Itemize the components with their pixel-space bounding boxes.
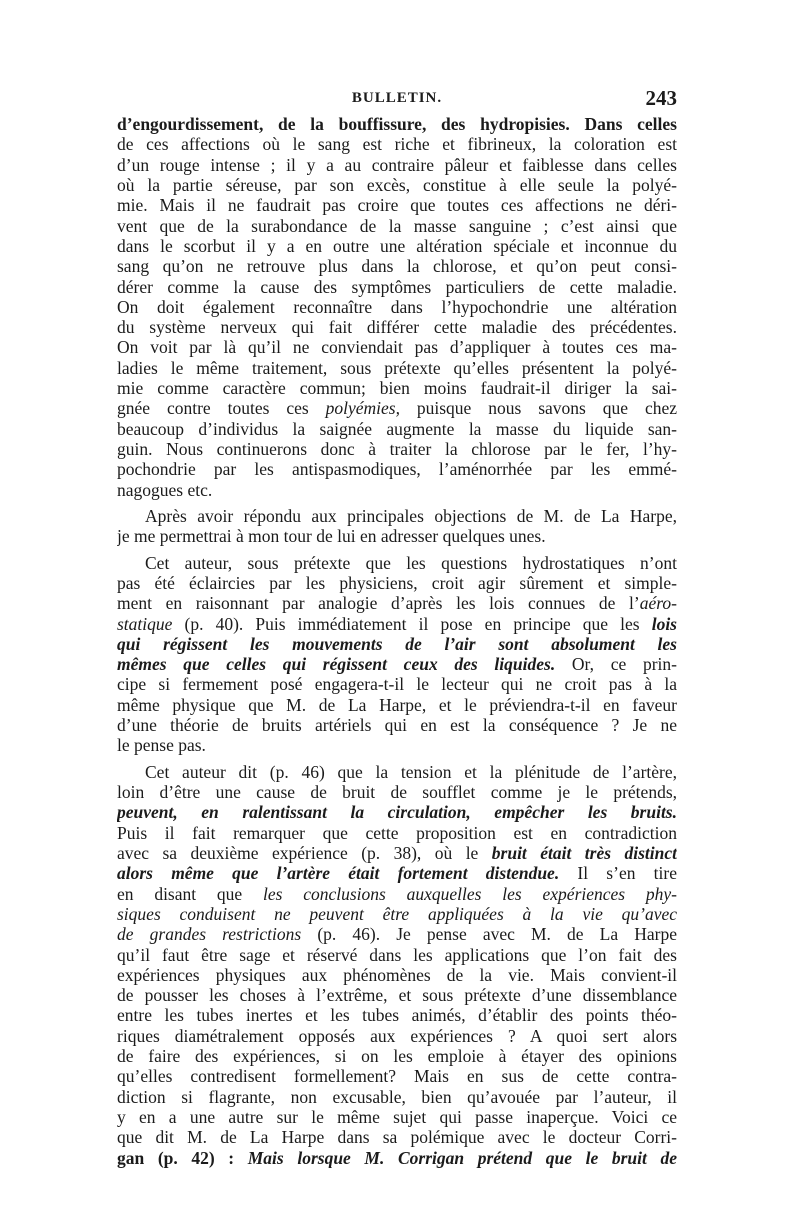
- running-title: BULLETIN.: [351, 90, 443, 106]
- running-head: [117, 86, 677, 112]
- text-segment: mêmes que celles qui régissent ceux des liquides.: [117, 654, 556, 675]
- text-segment: aéro-: [639, 593, 677, 614]
- text-segment: expériences physiques aux phénomènes de la vie. Mais convient-il: [117, 964, 677, 985]
- text-segment: loin d’être une cause de bruit de soufflet comme je le prétends,: [117, 782, 677, 802]
- text-line: [117, 1046, 677, 1066]
- text-line: [117, 459, 677, 479]
- text-segment: qu’elles contredisent formellement? Mais en sus de cette contra-: [117, 1066, 677, 1087]
- text-segment: cipe si fermement posé engagera-t-il le lecteur qui ne croit pas à la: [117, 674, 677, 695]
- text-segment: qui régissent les mouvements de l’air sont absolument les: [117, 633, 677, 654]
- text-segment: guin. Nous continuerons donc à traiter la chlorose par le fer, l’hy-: [117, 439, 677, 459]
- text-segment: de grandes restrictions: [117, 924, 302, 945]
- text-line: [117, 802, 677, 822]
- page-number: 243: [645, 86, 677, 110]
- text-line: [117, 277, 677, 297]
- text-line: [117, 695, 677, 715]
- text-line: [117, 378, 677, 398]
- text-line: [117, 924, 677, 944]
- text-segment: On doit également reconnaître dans l’hypochondrie une altération: [117, 296, 677, 317]
- paragraph: [117, 114, 677, 500]
- text-segment: pochondrie par les antispasmodiques, l’aménorrhée par les emmé-: [117, 459, 677, 480]
- text-line: [117, 337, 677, 357]
- text-segment: ladies le même traitement, sous prétexte qu’elles présentent la polyé-: [117, 357, 677, 378]
- text-segment: où la partie séreuse, par son excès, constitue à elle seule la polyé-: [117, 174, 677, 195]
- text-line: [117, 175, 677, 195]
- text-segment: Mais lorsque M. Corrigan prétend que le bruit de: [247, 1147, 677, 1168]
- text-line: [117, 1127, 677, 1147]
- text-line: [117, 614, 677, 634]
- text-segment: les conclusions auxquelles les expériences phy-: [262, 883, 677, 904]
- text-line: [117, 256, 677, 276]
- text-line: [117, 439, 677, 459]
- text-segment: je me permettrai à mon tour de lui en adresser quelques unes.: [117, 526, 546, 547]
- text-line: [117, 398, 677, 418]
- text-segment: en disant que: [117, 883, 263, 904]
- text-segment: d’une théorie de bruits artériels qui en est la conséquence ? Je ne: [117, 715, 677, 736]
- text-line: [117, 823, 677, 843]
- text-line: [117, 945, 677, 965]
- text-line: [117, 573, 677, 593]
- text-line: [117, 480, 677, 500]
- text-segment: siques conduisent ne peuvent être appliquées à la vie qu’avec: [117, 903, 677, 924]
- text-segment: Cet auteur, sous prétexte que les questions hydrostatiques n’ont: [145, 552, 677, 573]
- text-line: [117, 715, 677, 735]
- text-segment: bruit était très distinct: [491, 842, 677, 863]
- text-line: [117, 593, 677, 613]
- text-segment: dans le scorbut il y a en outre une altération spéciale et inconnue du: [117, 235, 677, 256]
- text-line: [117, 1087, 677, 1107]
- text-segment: même physique que M. de La Harpe, et le préviendra-t-il en faveur: [117, 694, 677, 715]
- text-line: [117, 674, 677, 694]
- text-line: [117, 1148, 677, 1168]
- paragraph: [117, 506, 677, 547]
- text-segment: de ces affections où le sang est riche et fibrineux, la coloration est: [117, 134, 677, 155]
- text-segment: (p. 46). Je pense avec M. de La Harpe: [301, 924, 677, 945]
- text-line: [117, 735, 677, 755]
- text-segment: statique: [117, 613, 173, 634]
- text-segment: nagogues etc.: [117, 479, 213, 500]
- text-line: [117, 1066, 677, 1086]
- text-line: [117, 297, 677, 317]
- text-segment: alors même que l’artère était fortement distendue.: [117, 863, 560, 884]
- text-segment: vent que de la surabondance de la masse sanguine ; c’est ainsi que: [117, 215, 677, 236]
- text-segment: peuvent, en ralentissant la circulation, empêcher les bruits.: [117, 802, 677, 823]
- text-line: [117, 358, 677, 378]
- text-line: [117, 553, 677, 573]
- text-line: [117, 317, 677, 337]
- text-line: [117, 1107, 677, 1127]
- text-line: [117, 216, 677, 236]
- text-segment: dérer comme la cause des symptômes particuliers de cette maladie.: [117, 276, 677, 297]
- text-line: [117, 884, 677, 904]
- text-line: [117, 419, 677, 439]
- text-line: [117, 1026, 677, 1046]
- text-line: [117, 965, 677, 985]
- text-segment: sang qu’on ne retrouve plus dans la chlorose, et qu’on peut consi-: [117, 256, 677, 277]
- text-line: [117, 843, 677, 863]
- text-segment: que dit M. de La Harpe dans sa polémique avec le docteur Corri-: [117, 1127, 677, 1148]
- text-line: [117, 985, 677, 1005]
- text-segment: ment en raisonnant par analogie d’après les lois connues de l’: [117, 593, 640, 614]
- text-line: [117, 236, 677, 256]
- text-line: [117, 904, 677, 924]
- text-segment: puisque nous savons que chez: [399, 398, 677, 419]
- text-segment: qu’il faut être sage et réservé dans les applications que l’on fait des: [117, 944, 677, 965]
- text-segment: entre les tubes inertes et les tubes animés, d’établir des points théo-: [117, 1005, 677, 1026]
- text-segment: y en a une autre sur le même sujet qui passe inaperçue. Voici ce: [117, 1107, 677, 1127]
- text-segment: riques diamétralement opposés aux expériences ? A quoi sert alors: [117, 1025, 677, 1046]
- text-segment: Or, ce prin-: [555, 654, 677, 675]
- text-line: [117, 114, 677, 134]
- text-segment: On voit par là qu’il ne conviendait pas d’appliquer à toutes ces ma-: [117, 337, 677, 358]
- paragraph: [117, 762, 677, 1168]
- text-segment: de pousser les choses à l’extrême, et sous prétexte d’une dissemblance: [117, 985, 677, 1006]
- text-segment: le pense pas.: [117, 735, 206, 756]
- text-segment: mie comme caractère commun; bien moins faudrait-il diriger la sai-: [117, 378, 677, 399]
- text-line: [117, 863, 677, 883]
- body-text: [117, 114, 677, 1168]
- text-segment: diction si flagrante, non excusable, bien qu’avouée par l’auteur, il: [117, 1086, 677, 1107]
- text-segment: pas été éclaircies par les physiciens, croit agir sûrement et simple-: [117, 572, 677, 593]
- text-line: [117, 134, 677, 154]
- text-segment: avec sa deuxième expérience (p. 38), où le: [117, 842, 492, 863]
- text-segment: gan (p. 42) :: [117, 1147, 248, 1168]
- text-segment: Après avoir répondu aux principales objections de M. de La Harpe,: [145, 505, 677, 526]
- text-line: [117, 634, 677, 654]
- text-line: [117, 762, 677, 782]
- text-line: [117, 654, 677, 674]
- text-segment: polyémies,: [325, 398, 400, 419]
- text-line: [117, 526, 677, 546]
- text-segment: Puis il fait remarquer que cette proposition est en contradiction: [117, 822, 677, 843]
- text-line: [117, 782, 677, 802]
- text-segment: de faire des expériences, si on les emploie à étayer des opinions: [117, 1046, 677, 1067]
- text-line: [117, 155, 677, 175]
- text-segment: Cet auteur dit (p. 46) que la tension et la plénitude de l’artère,: [145, 761, 677, 782]
- text-segment: beaucoup d’individus la saignée augmente la masse du liquide san-: [117, 418, 677, 439]
- text-segment: gnée contre toutes ces: [117, 398, 326, 419]
- text-segment: Il s’en tire: [559, 863, 677, 884]
- text-segment: lois: [651, 613, 677, 634]
- text-segment: du système nerveux qui fait différer cette maladie des précédentes.: [117, 317, 677, 338]
- paragraph: [117, 553, 677, 756]
- text-line: [117, 195, 677, 215]
- text-segment: mie. Mais il ne faudrait pas croire que toutes ces affections ne déri-: [117, 195, 677, 216]
- text-segment: d’engourdissement, de la bouffissure, des hydropisies. Dans celles: [117, 114, 677, 134]
- book-page: [117, 86, 677, 1168]
- text-segment: d’un rouge intense ; il y a au contraire pâleur et faiblesse dans celles: [117, 154, 677, 175]
- text-line: [117, 1005, 677, 1025]
- text-segment: (p. 40). Puis immédiatement il pose en principe que les: [172, 613, 652, 634]
- text-line: [117, 506, 677, 526]
